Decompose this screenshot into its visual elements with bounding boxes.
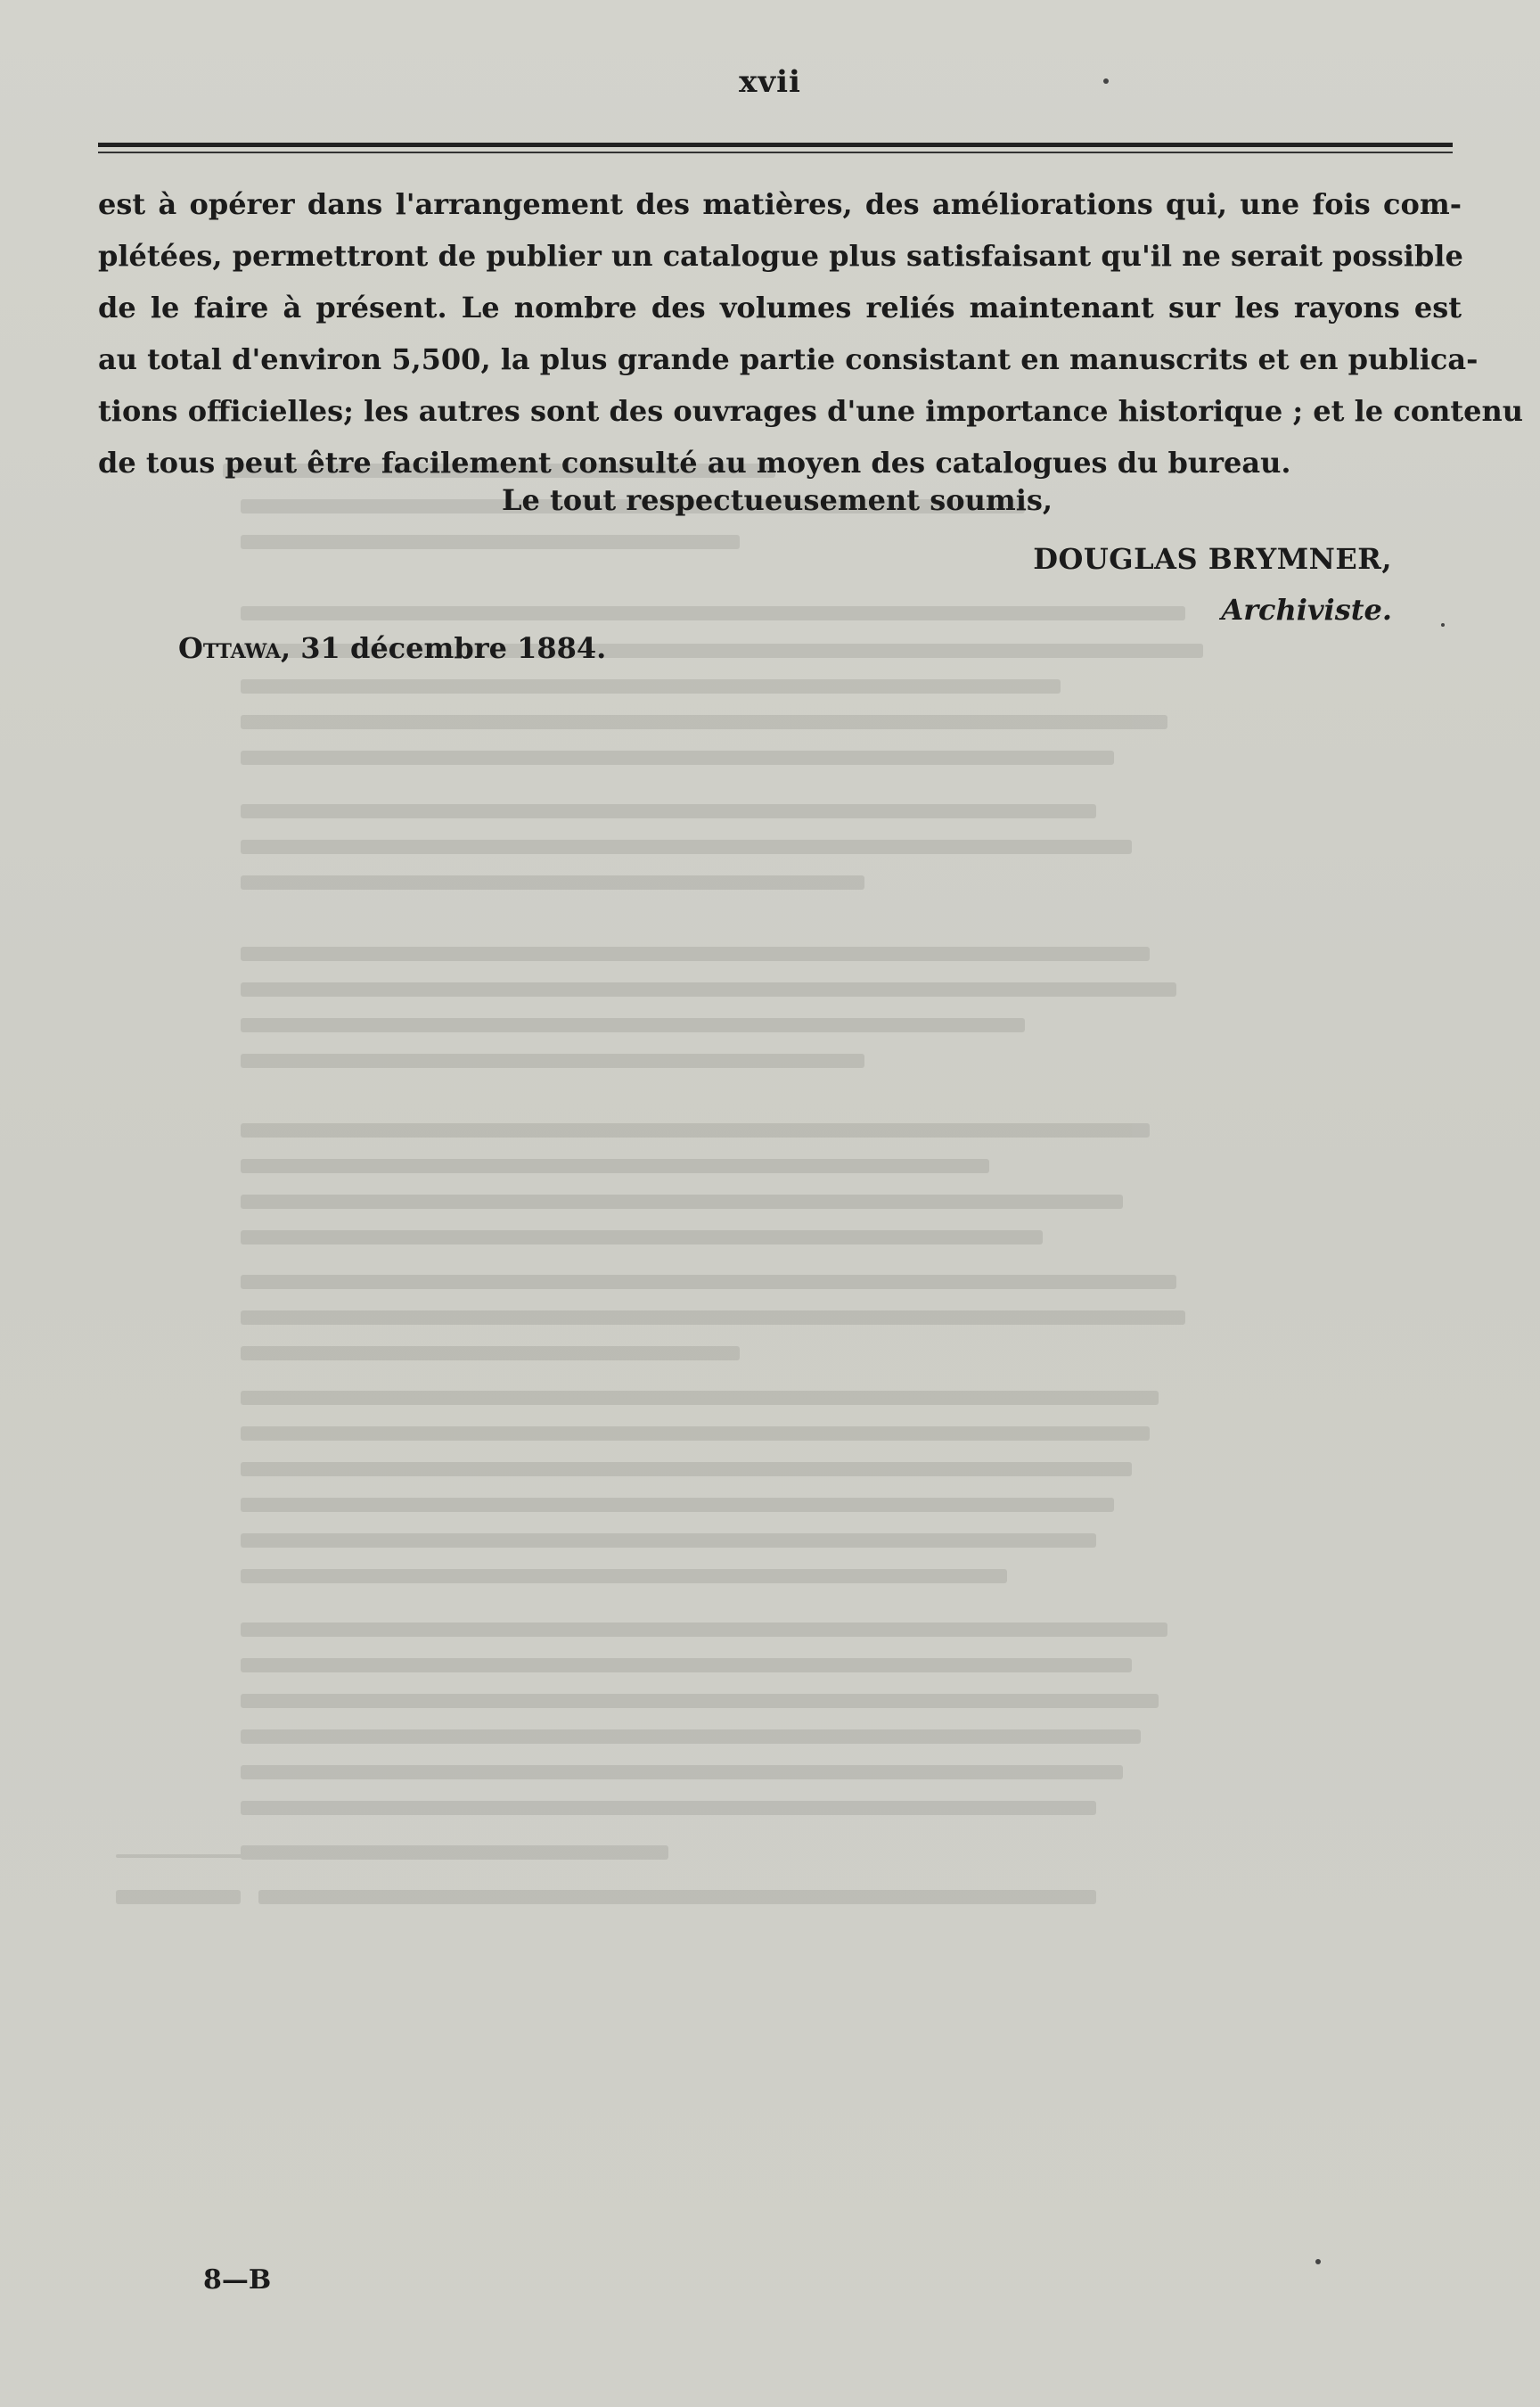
- paper-speck: [1441, 623, 1445, 627]
- closing-line: Le tout respectueusement soumis,: [502, 483, 1053, 517]
- page-number: xvii: [739, 64, 801, 100]
- signature-title: Archiviste.: [1221, 593, 1392, 627]
- paragraph-line: est à opérer dans l'arrangement des matières, des améliorations qui, une fois com-: [98, 187, 1462, 221]
- paper-speck: [1315, 2259, 1321, 2264]
- body-paragraph: [98, 178, 1523, 489]
- bleed-through-text: [116, 446, 1399, 2184]
- paper-speck: [1103, 78, 1109, 84]
- paragraph-line: de tous peut être facilement consulté au moyen des catalogues du bureau.: [98, 446, 1291, 480]
- header-rule: [98, 143, 1453, 157]
- signature-name: DOUGLAS BRYMNER,: [1033, 542, 1392, 576]
- paragraph-line: de le faire à présent. Le nombre des volumes reliés maintenant sur les rayons est: [98, 291, 1462, 324]
- place-date: [178, 631, 606, 665]
- paragraph-line: plétées, permettront de publier un catalogue plus satisfaisant qu'il ne serait possible: [98, 239, 1463, 273]
- printer-signature-mark: 8—B: [203, 2264, 272, 2296]
- paragraph-line: au total d'environ 5,500, la plus grande partie consistant en manuscrits et en publica-: [98, 342, 1479, 376]
- date: 31 décembre 1884.: [300, 631, 607, 665]
- paragraph-line: tions officielles; les autres sont des ouvrages d'une importance historique ; et le contenu: [98, 394, 1523, 428]
- place: Ottawa,: [178, 631, 291, 665]
